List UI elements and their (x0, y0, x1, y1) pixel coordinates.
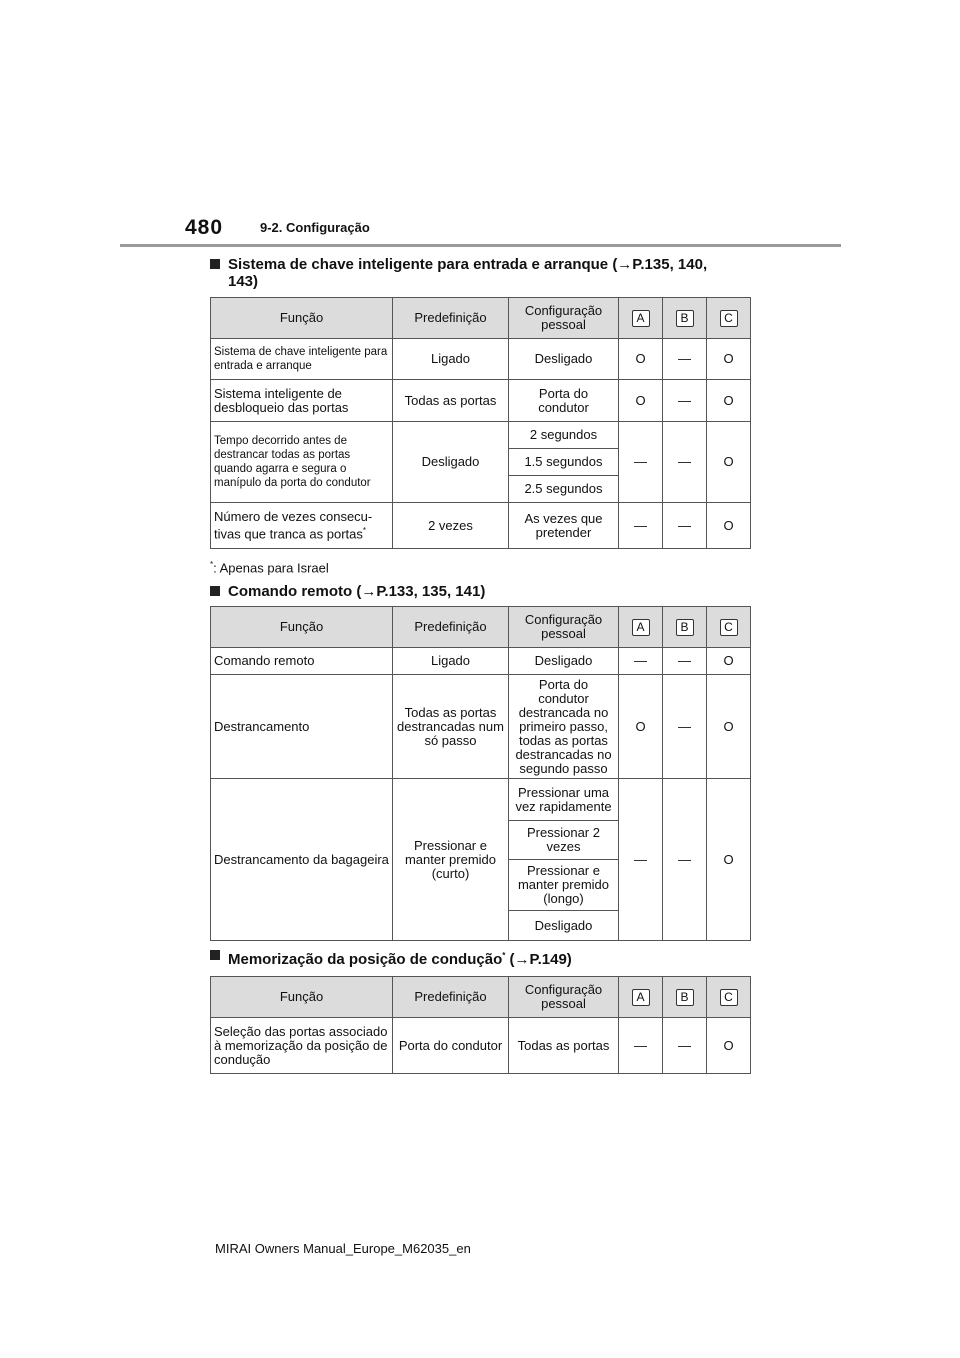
column-b-badge: B (676, 989, 694, 1006)
table-header-row (211, 977, 751, 1018)
section-header: 9-2. Configuração (260, 220, 370, 235)
table-row: Tempo decorrido antes de destrancar todas as portas quando agarra e segura o manípulo da porta do condutor Desligado 2 segundos — — O (211, 422, 751, 449)
col-function: Função (211, 607, 393, 648)
table-row: Número de vezes consecu-tivas que tranca as portas* 2 vezes As vezes que pretender — — O (211, 503, 751, 549)
col-function: Função (211, 977, 393, 1018)
col-custom: Configuração pessoal (509, 607, 619, 648)
column-b-badge: B (676, 619, 694, 636)
column-c-badge: C (720, 989, 738, 1006)
col-default: Predefinição (393, 298, 509, 339)
column-a-badge: A (632, 310, 650, 327)
section-title-smart-key: Sistema de chave inteligente para entrada e arranque (→P.135, 140, 143) (210, 256, 740, 290)
driving-position-table (210, 976, 751, 1074)
footer-text: MIRAI Owners Manual_Europe_M62035_en (215, 1241, 471, 1256)
column-a-badge: A (632, 619, 650, 636)
column-b-badge: B (676, 310, 694, 327)
col-default: Predefinição (393, 977, 509, 1018)
table-row: Seleção das portas associado à memorização da posição de condução Porta do condutor Todas as portas — — O (211, 1018, 751, 1074)
footnote: *: Apenas para Israel (210, 560, 329, 576)
col-function: Função (211, 298, 393, 339)
remote-table: Função Predefinição Configuração pessoal A B C Comando remoto Ligado Desligado — — O Destrancamento Todas as portas destrancadas num só passo Porta do condutor destrancada no primeiro passo, todas as portas destrancadas no segundo passo O — O Destrancamento da bagageira Pressionar e manter premido (curto) Pressionar uma vez rapidamente — — O Pressionar 2 vezes Pressionar e manter premido (longo) Desligado (210, 606, 751, 941)
table-header-row (211, 298, 751, 339)
section-title-driving-position: Memorização da posição de condução* (→P.149) (210, 947, 740, 968)
table-row: Destrancamento Todas as portas destrancadas num só passo Porta do condutor destrancada no primeiro passo, todas as portas destrancadas no segundo passo O — O (211, 675, 751, 779)
table-row: Sistema de chave inteligente para entrada e arranque Ligado Desligado O — O (211, 339, 751, 380)
bullet-square-icon (210, 586, 220, 596)
table-row: Destrancamento da bagageira Pressionar e manter premido (curto) Pressionar uma vez rapidamente — — O (211, 779, 751, 821)
table-row: Sistema inteligente de desbloqueio das portas Todas as portas Porta do condutor O — O (211, 380, 751, 422)
table-row: Comando remoto Ligado Desligado — — O (211, 648, 751, 675)
bullet-square-icon (210, 259, 220, 269)
bullet-square-icon (210, 950, 220, 960)
page-number: 480 (185, 216, 224, 239)
column-c-badge: C (720, 619, 738, 636)
header-divider (120, 244, 841, 247)
column-a-badge: A (632, 989, 650, 1006)
table-header-row (211, 607, 751, 648)
col-custom: Configuração pessoal (509, 298, 619, 339)
section-title-remote: Comando remoto (→P.133, 135, 141) (210, 583, 740, 600)
column-c-badge: C (720, 310, 738, 327)
col-custom: Configuração pessoal (509, 977, 619, 1018)
col-default: Predefinição (393, 607, 509, 648)
smart-key-table: Função Predefinição Configuração pessoal A B C Sistema de chave inteligente para entrada e arranque Ligado Desligado O — O Sistema inteligente de desbloqueio das portas Todas as portas Porta do condutor O — O Tempo decorrido antes de destrancar todas as portas quando agarra e segura o manípulo da porta do condutor Desligado 2 segundos — — O 1.5 segundos 2.5 segundos Número de vezes consecu-tivas que tranca as portas* 2 vezes As vezes que pretender — — O (210, 297, 751, 549)
